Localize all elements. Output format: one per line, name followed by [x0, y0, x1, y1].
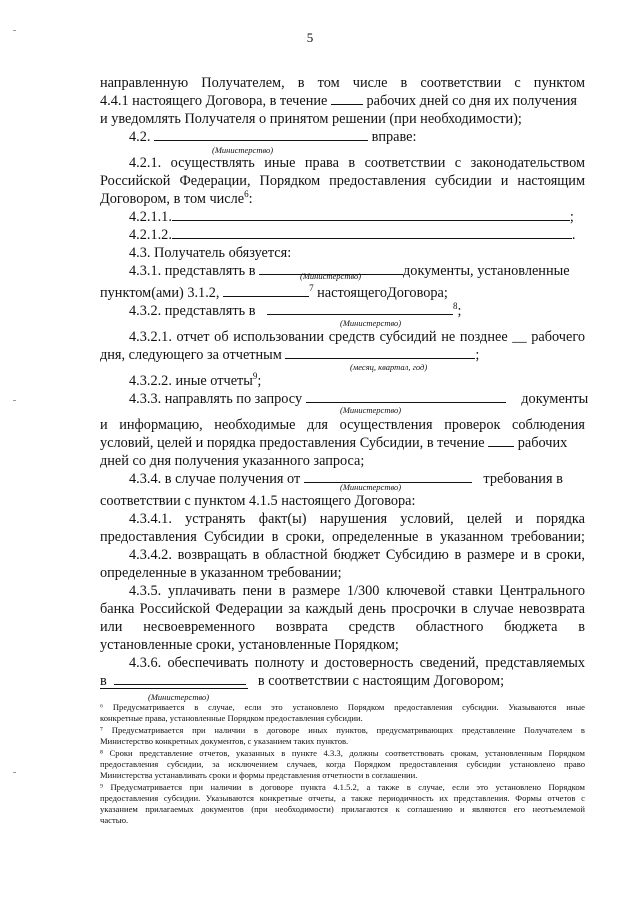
- text-line: 4.3.6. обеспечивать полноту и достоверность сведений, представляемых: [129, 655, 585, 671]
- footnote-line: Министерства устанавливать сроки и формы представления отчетности в соглашении.: [100, 770, 418, 780]
- blank-field[interactable]: [285, 346, 475, 359]
- footnote-separator: [100, 688, 248, 689]
- text-line: 4.4.1 настоящего Договора, в течение рабочих дней со дня их получения: [100, 93, 577, 109]
- text-line: 4.3.4.2. возвращать в областной бюджет Субсидию в размере и в сроки,: [129, 547, 585, 563]
- field-caption: (месяц, квартал, год): [350, 362, 428, 372]
- text-line: соответствии с пунктом 4.1.5 настоящего Договора:: [100, 493, 416, 509]
- footnote-line: ⁸ Сроки представление отчетов, указанных в пункте 4.3.3, должны соответствовать срокам, установленным Порядком: [100, 748, 585, 758]
- text-line: или несвоевременного возврата средств областного бюджета в: [100, 619, 585, 635]
- scan-mark: [13, 400, 16, 401]
- field-caption: (Министерство): [340, 482, 402, 492]
- footnote-line: ⁶ Предусматривается в случае, если это установлено Порядком предоставления субсидии. Указываются иные: [100, 702, 585, 712]
- field-caption: (Министерство): [340, 405, 402, 415]
- blank-field[interactable]: [267, 302, 453, 315]
- text-line: направленную Получателем, в том числе в соответствии с пунктом: [100, 75, 585, 91]
- blank-field[interactable]: [306, 390, 506, 403]
- text-line: 4.3.2.1. отчет об использовании средств субсидий не позднее __ рабочего: [129, 329, 585, 345]
- text-line: 4.2. вправе:: [129, 129, 417, 145]
- footnote-line: предоставления субсидии, за исключением случаев, когда Порядком предоставления субсидии установлено право: [100, 759, 585, 769]
- text-line: и информацию, необходимые для осуществления проверок соблюдения: [100, 417, 585, 433]
- text-line: установленные сроки, установленные Порядком;: [100, 637, 399, 653]
- blank-field[interactable]: [172, 226, 572, 239]
- text-line: 4.3.1. представлять в документы, установленные: [129, 263, 570, 279]
- field-caption: (Министерство): [300, 271, 362, 281]
- scan-mark: [13, 772, 16, 773]
- footnote-line: конкретные права, установленные Порядком предоставления субсидии.: [100, 713, 363, 723]
- footnote-line: ⁹ Предусматривается при наличии в договоре пункта 4.1.5.2, а также в случае, если это установлено Порядком: [100, 782, 585, 792]
- text-line: дней со дня получения указанного запроса;: [100, 453, 365, 469]
- text-line: Российской Федерации, Порядком предоставления субсидии и настоящим: [100, 173, 585, 189]
- scan-mark: [13, 30, 16, 31]
- text-line: 4.3.5. уплачивать пени в размере 1/300 ключевой ставки Центрального: [129, 583, 585, 599]
- footnote-line: указанием прилагаемых документов (при необходимости) прилагаются к соглашению и являются его неотъемлемой: [100, 804, 585, 814]
- text-line: предоставления Субсидии в сроки, определенные в указанном требовании;: [100, 529, 585, 545]
- text-line: 4.3. Получатель обязуется:: [129, 245, 292, 261]
- text-line: 4.3.2. представлять в $^8$;: [129, 301, 462, 319]
- field-caption: (Министерство): [212, 145, 274, 155]
- text-line: 4.2.1. осуществлять иные права в соответствии с законодательством: [129, 155, 585, 171]
- blank-field[interactable]: [223, 284, 309, 297]
- blank-field[interactable]: [488, 434, 514, 447]
- text-line: дня, следующего за отчетным ;: [100, 347, 480, 363]
- text-line: Договором, в том числе$^6$:: [100, 189, 253, 207]
- text-line: пунктом(ами) 3.1.2, $^7$ настоящегоДоговора;: [100, 283, 448, 301]
- field-caption: (Министерство): [340, 318, 402, 328]
- text-line: 4.3.4.1. устранять факт(ы) нарушения условий, целей и порядка: [129, 511, 585, 527]
- blank-field[interactable]: [331, 92, 363, 105]
- blank-field[interactable]: [172, 208, 570, 221]
- footnote-line: предоставления субсидии. Указываются конкретные отчеты, а также периодичность их представления. Формы отчетов с: [100, 793, 585, 803]
- text-line: 4.3.3. направлять по запросу документы: [129, 391, 589, 407]
- footnote-line: ⁷ Предусматривается при наличии в договоре иных пунктов, предусматривающих представление Получателем в: [100, 725, 585, 735]
- text-line: 4.3.4. в случае получения от требования в: [129, 471, 563, 487]
- text-line: условий, целей и порядка предоставления Субсидии, в течение рабочих: [100, 435, 568, 451]
- text-line: в в соответствии с настоящим Договором;: [100, 673, 505, 689]
- blank-field[interactable]: [114, 672, 246, 685]
- footnote-line: частью.: [100, 815, 129, 825]
- page-number: 5: [306, 30, 314, 45]
- field-caption: (Министерство): [148, 692, 210, 702]
- footnote-line: Министерство конкретных документов, с указанием таких пунктов.: [100, 736, 349, 746]
- blank-field[interactable]: [154, 128, 368, 141]
- text-line: и уведомлять Получателя о принятом решении (при необходимости);: [100, 111, 522, 127]
- text-line: 4.3.2.2. иные отчеты$^9$;: [129, 371, 262, 389]
- text-line: 4.2.1.2. .: [129, 227, 576, 243]
- text-line: 4.2.1.1. ;: [129, 209, 574, 225]
- text-line: банка Российской Федерации за каждый день просрочки в случае невозврата: [100, 601, 585, 617]
- text-line: определенные в указанном требовании;: [100, 565, 342, 581]
